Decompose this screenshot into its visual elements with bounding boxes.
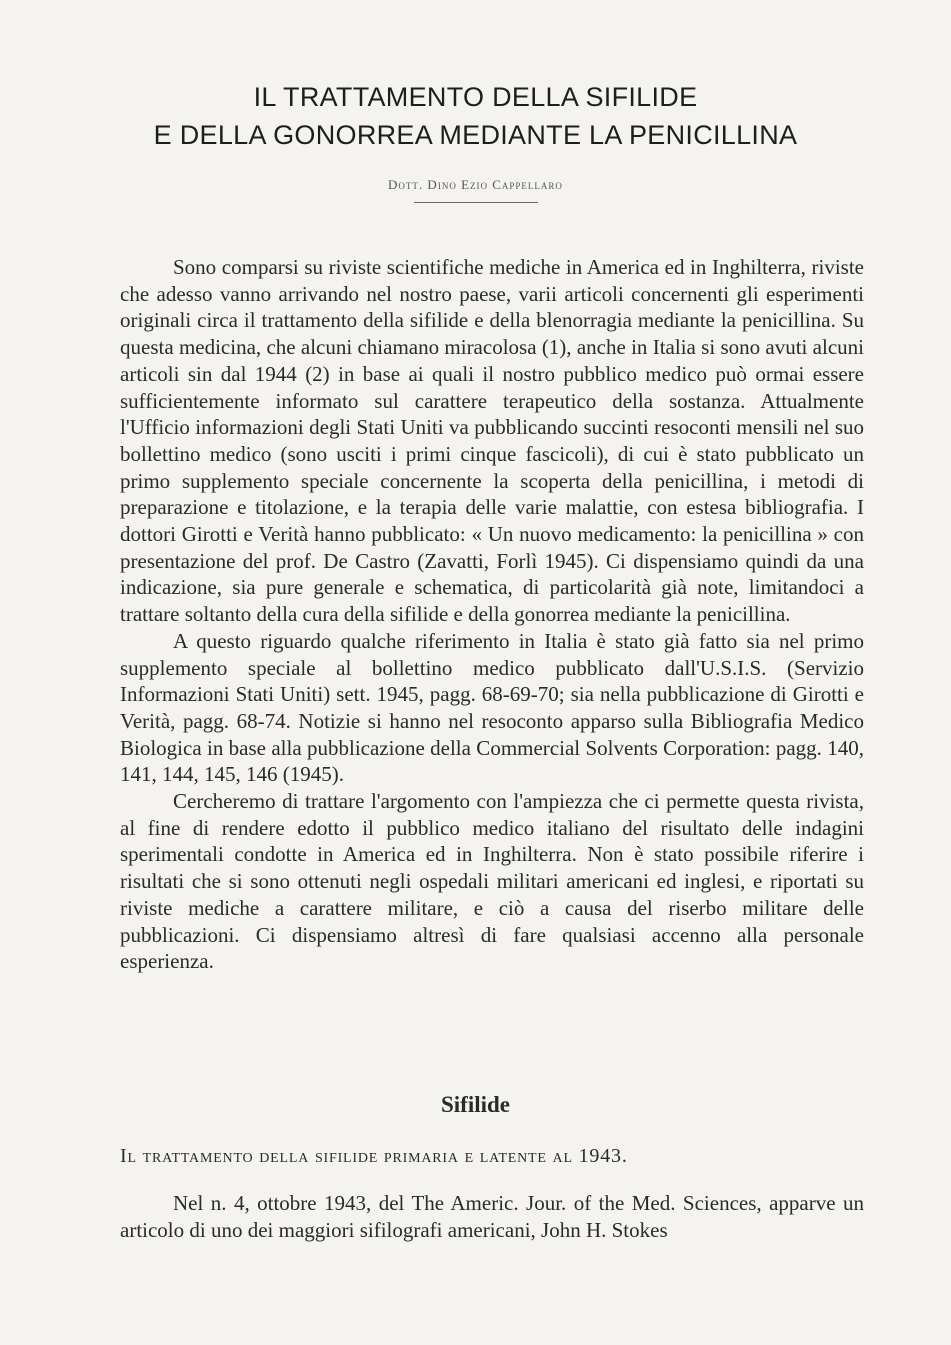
paragraph-2: A questo riguardo qualche riferimento in Italia è stato già fatto sia nel primo supplemento speciale al bollettino medico pubblicato dall'U.S.I.S. (Servizio Informazioni Stati Uniti) sett. 1945, pagg. 68-69-70; sia nella pubblicazione di Girotti e Verità, pagg. 68-74. Notizie si hanno nel resoconto apparso sulla Bibliografia Medico Biologica in base alla pubblicazione della Commercial Solvents Corporation: pagg. 140, 141, 144, 145, 146 (1945).: [120, 628, 864, 787]
paragraph-3: Cercheremo di trattare l'argomento con l'ampiezza che ci permette questa rivista, al fine di rendere edotto il pubblico medico italiano del risultato delle indagini sperimentali condotte in America ed in Inghilterra. Non è stato possibile riferire i risultati che si sono ottenuti negli ospedali militari americani ed inglesi, e riportati su riviste mediche a carattere militare, e ciò a causa del riserbo militare delle pubblicazioni. Ci dispensiamo altresì di fare qualsiasi accenno alla personale esperienza.: [120, 789, 864, 974]
title-line-1: IL TRATTAMENTO DELLA SIFILIDE: [253, 82, 698, 112]
title-line-2: E DELLA GONORREA MEDIANTE LA PENICILLINA: [153, 120, 798, 150]
title-divider: [414, 202, 538, 203]
section-text: [120, 1190, 864, 1243]
paragraph-1: Sono comparsi su riviste scientifiche mediche in America ed in Inghilterra, riviste che adesso vanno arrivando nel nostro paese, varii articoli concernenti gli esperimenti originali circa il trattamento della sifilide e della blenorragia mediante la penicillina. Su questa medicina, che alcuni chiamano miracolosa (1), anche in Italia si sono avuti alcuni articoli sin dal 1944 (2) in base ai quali il nostro pubblico medico può ormai essere sufficientemente informato sul carattere terapeutico della sostanza. Attualmente l'Ufficio informazioni degli Stati Uniti va pubblicando succinti resoconti mensili nel suo bollettino medico (sono usciti i primi cinque fascicoli), di cui è stato pubblicato un primo supplemento speciale concernente la scoperta della penicillina, i metodi di preparazione e titolazione, e la terapia delle varie malattie, con estesa bibliografia. I dottori Girotti e Verità hanno pubblicato: « Un nuovo medicamento: la penicillina » con presentazione del prof. De Castro (Zavatti, Forlì 1945). Ci dispensiamo quindi da una indicazione, sia pure generale e schematica, di particolarità già note, limitandoci a trattare soltanto della cura della sifilide e della gonorrea mediante la penicillina.: [120, 255, 864, 627]
section-title: Sifilide: [440, 1092, 510, 1117]
subheading: Il trattamento della sifilide primaria e latente al 1943.: [120, 1145, 628, 1167]
intro-text: [120, 254, 864, 975]
author-byline: Dott. Dino Ezio Cappellaro: [388, 177, 563, 192]
paragraph-4: Nel n. 4, ottobre 1943, del The Americ. Jour. of the Med. Sciences, apparve un articolo di uno dei maggiori sifilografi americani, John H. Stokes: [120, 1191, 864, 1242]
